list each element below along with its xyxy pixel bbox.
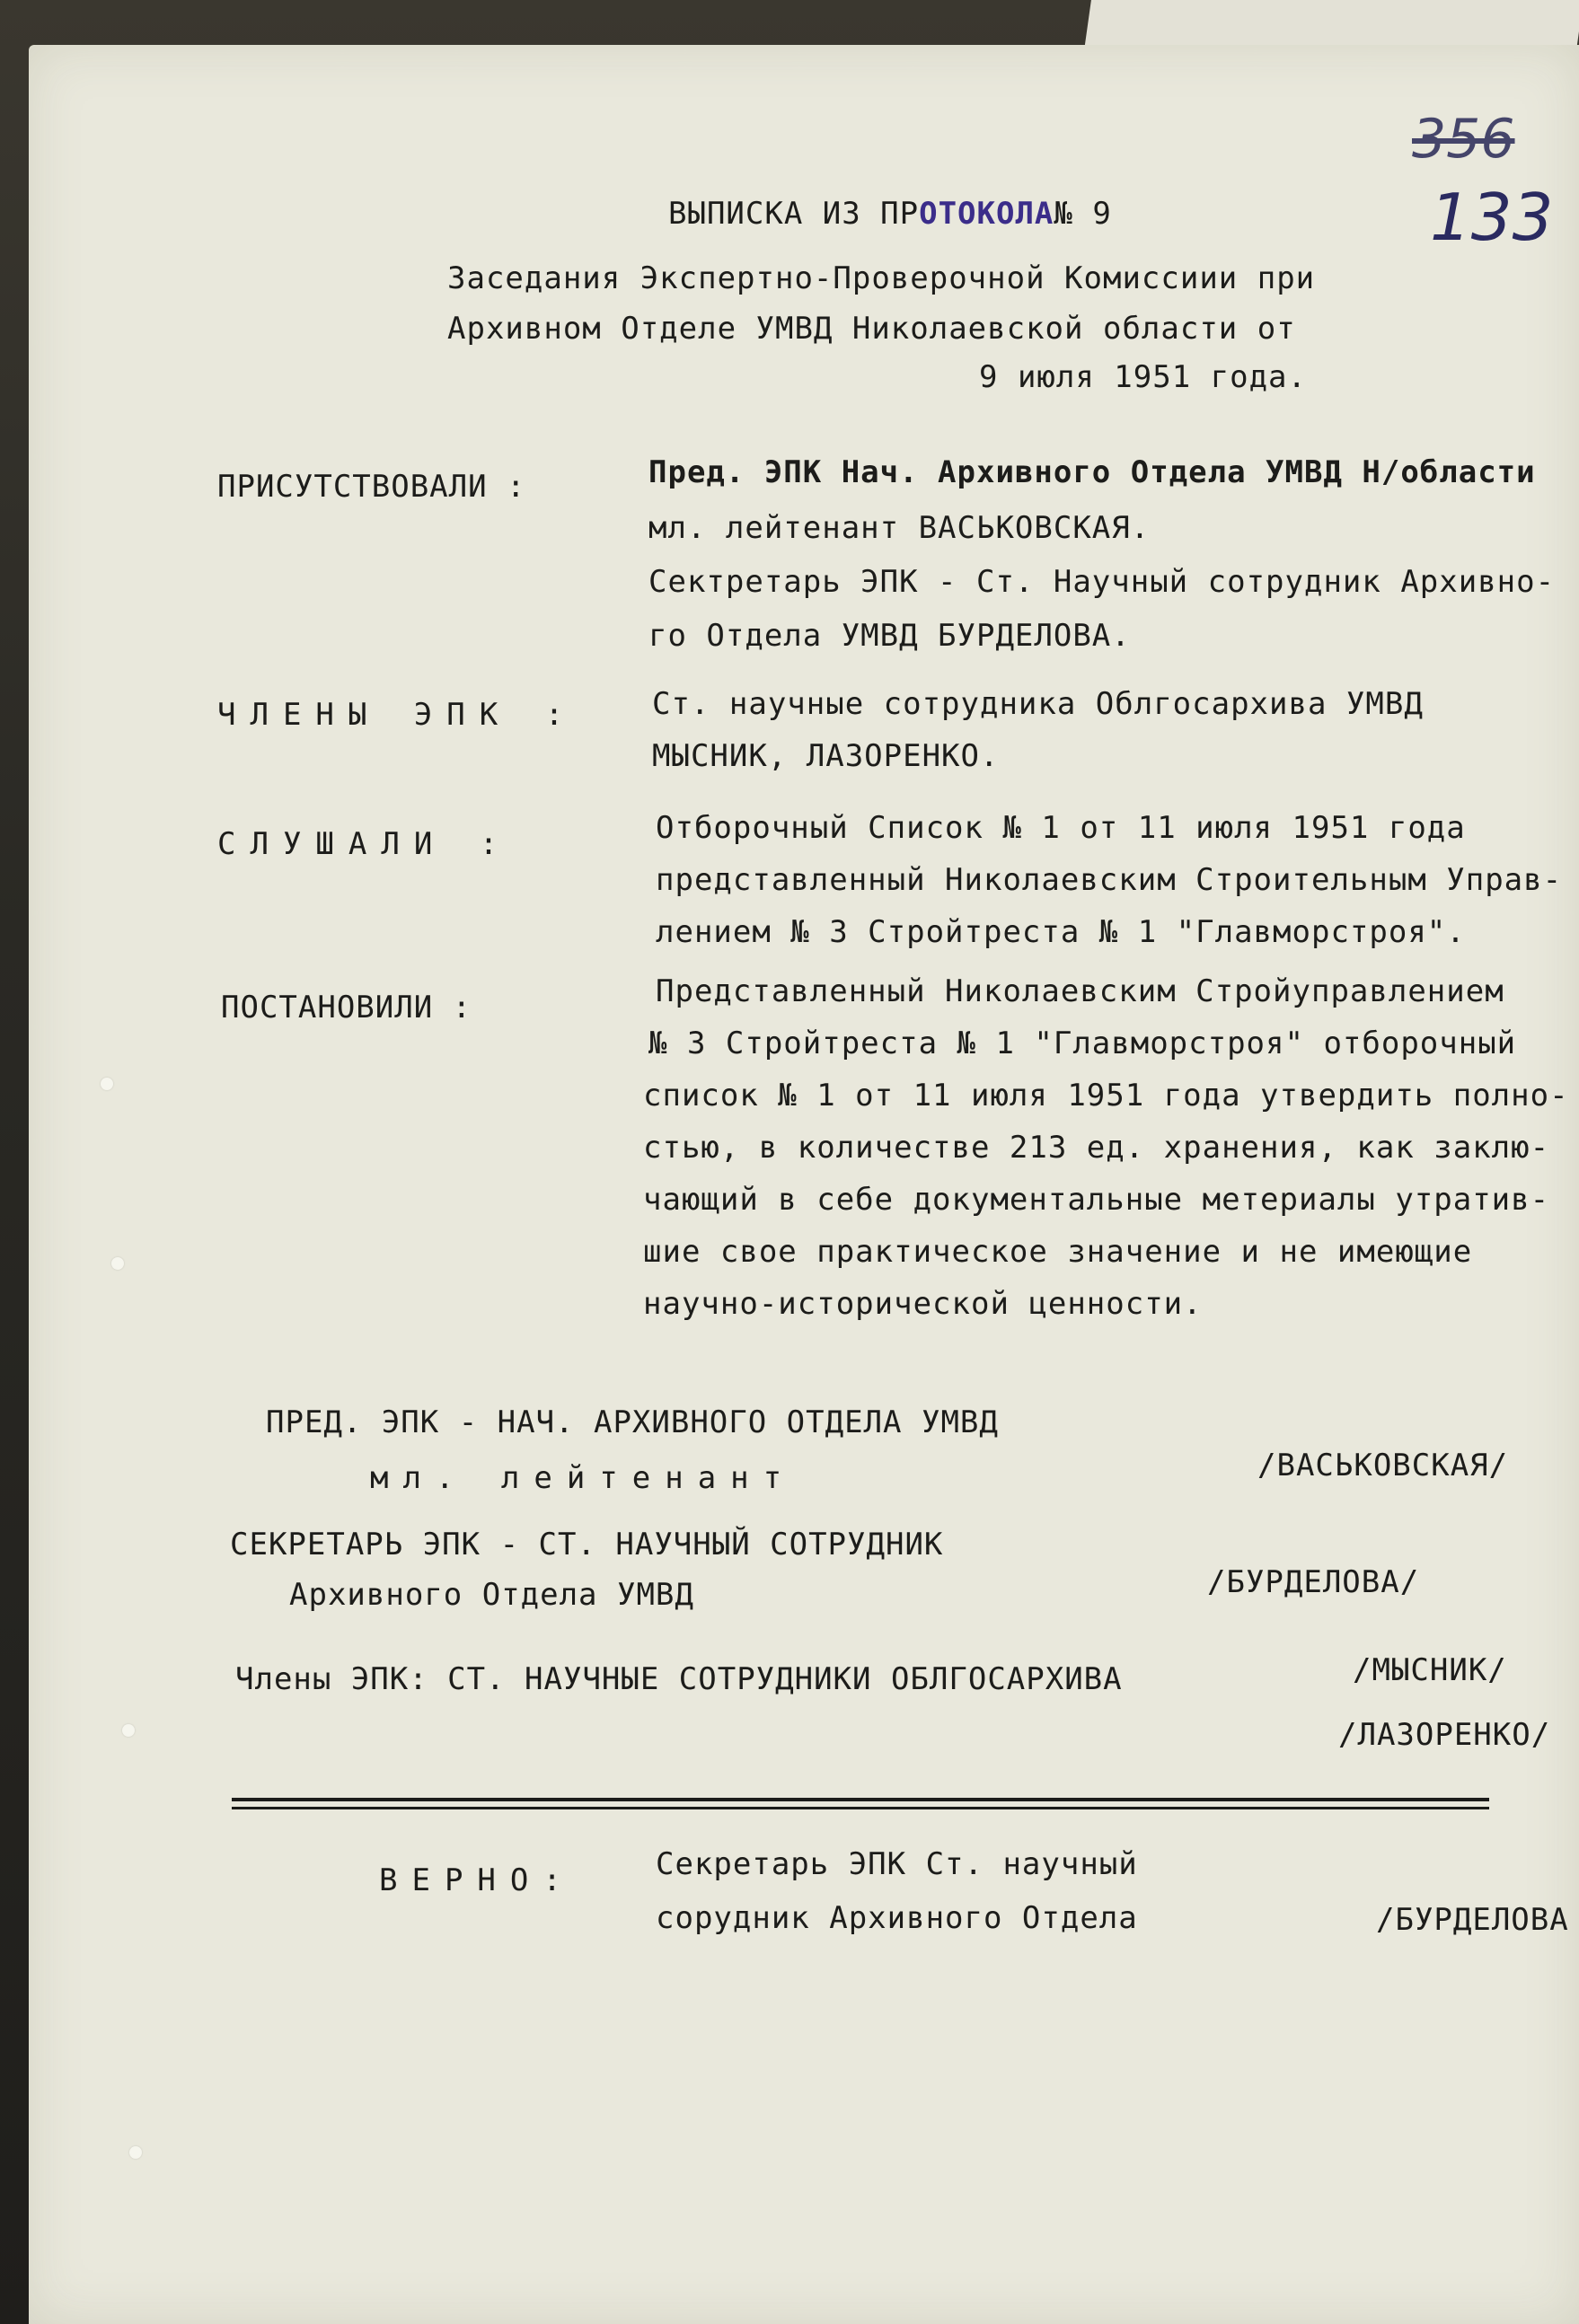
separator-rule: [232, 1798, 1489, 1801]
certification-line-1: Секретарь ЭПК Ст. научный: [656, 1846, 1138, 1882]
meeting-date: 9 июля 1951 года.: [979, 359, 1307, 395]
present-line-2: мл. лейтенант ВАСЬКОВСКАЯ.: [648, 510, 1151, 546]
certification-label: ВЕРНО:: [379, 1862, 576, 1898]
subtitle-line-2: Архивном Отделе УМВД Николаевской области от: [447, 311, 1296, 347]
punch-hole: [129, 2146, 142, 2159]
present-line-3: Сектретарь ЭПК - Ст. Научный сотрудник Архивно-: [648, 564, 1556, 600]
members-label: ЧЛЕНЫ ЭПК :: [217, 697, 578, 733]
archive-page-number: 133: [1430, 180, 1554, 255]
resolved-line-5: чающий в себе документальные метериалы утратив-: [643, 1182, 1550, 1218]
certification-name: /БУРДЕЛОВА: [1376, 1902, 1569, 1938]
resolved-line-7: научно-исторической ценности.: [643, 1286, 1203, 1322]
member-2-name: /ЛАЗОРЕНКО/: [1338, 1717, 1551, 1753]
secretary-title-line-1: СЕКРЕТАРЬ ЭПК - СТ. НАУЧНЫЙ СОТРУДНИК: [230, 1527, 944, 1563]
heard-line-1: Отборочный Список № 1 от 11 июля 1951 года: [656, 810, 1466, 846]
punch-hole: [101, 1078, 113, 1090]
members-signature-line: Члены ЭПК: СТ. НАУЧНЫЕ СОТРУДНИКИ ОБЛГОСАРХИВА: [235, 1661, 1123, 1697]
present-line-1: Пред. ЭПК Нач. Архивного Отдела УМВД Н/области: [648, 454, 1536, 490]
members-line-2: МЫСНИК, ЛАЗОРЕНКО.: [652, 738, 1000, 774]
heard-label: СЛУШАЛИ :: [217, 826, 513, 862]
punch-hole: [122, 1724, 135, 1737]
heard-line-2: представленный Николаевским Строительным Управ-: [656, 862, 1563, 898]
chair-name: /ВАСЬКОВСКАЯ/: [1257, 1448, 1509, 1483]
separator-rule: [232, 1807, 1489, 1809]
certification-line-2: сорудник Архивного Отдела: [656, 1900, 1138, 1936]
resolved-line-4: стью, в количестве 213 ед. хранения, как заклю-: [643, 1130, 1550, 1166]
resolved-line-3: список № 1 от 11 июля 1951 года утвердить полно-: [643, 1078, 1569, 1114]
chair-title-line-1: ПРЕД. ЭПК - НАЧ. АРХИВНОГО ОТДЕЛА УМВД: [266, 1404, 999, 1440]
document-title: [668, 196, 1112, 232]
resolved-line-1: Представленный Николаевским Стройуправлением: [656, 973, 1504, 1009]
resolved-line-2: № 3 Стройтреста № 1 "Главморстроя" отборочный: [648, 1026, 1517, 1061]
present-line-4: го Отдела УМВД БУРДЕЛОВА.: [648, 618, 1131, 654]
member-1-name: /МЫСНИК/: [1353, 1652, 1507, 1688]
present-label: ПРИСУТСТВОВАЛИ :: [217, 469, 526, 505]
document-sheet: [29, 45, 1579, 2324]
chair-title-line-2: мл. лейтенант: [370, 1460, 797, 1496]
resolved-line-6: шие свое практическое значение и не имеющие: [643, 1234, 1473, 1270]
heard-line-3: лением № 3 Стройтреста № 1 "Главморстроя".: [656, 914, 1466, 950]
resolved-label: ПОСТАНОВИЛИ :: [221, 990, 472, 1026]
secretary-title-line-2: Архивного Отдела УМВД: [289, 1577, 694, 1613]
title-prefix: ВЫПИСКА ИЗ ПР: [668, 196, 920, 232]
punch-hole: [111, 1257, 124, 1270]
title-overtyped-stamp: ОТОКОЛА: [919, 196, 1054, 232]
secretary-name: /БУРДЕЛОВА/: [1207, 1564, 1420, 1600]
subtitle-line-1: Заседания Экспертно-Проверочной Комиссиии при: [447, 260, 1316, 296]
title-suffix: № 9: [1054, 196, 1112, 232]
archive-old-page-number: 356: [1412, 108, 1515, 171]
members-line-1: Ст. научные сотрудника Облгосархива УМВД: [652, 686, 1424, 722]
